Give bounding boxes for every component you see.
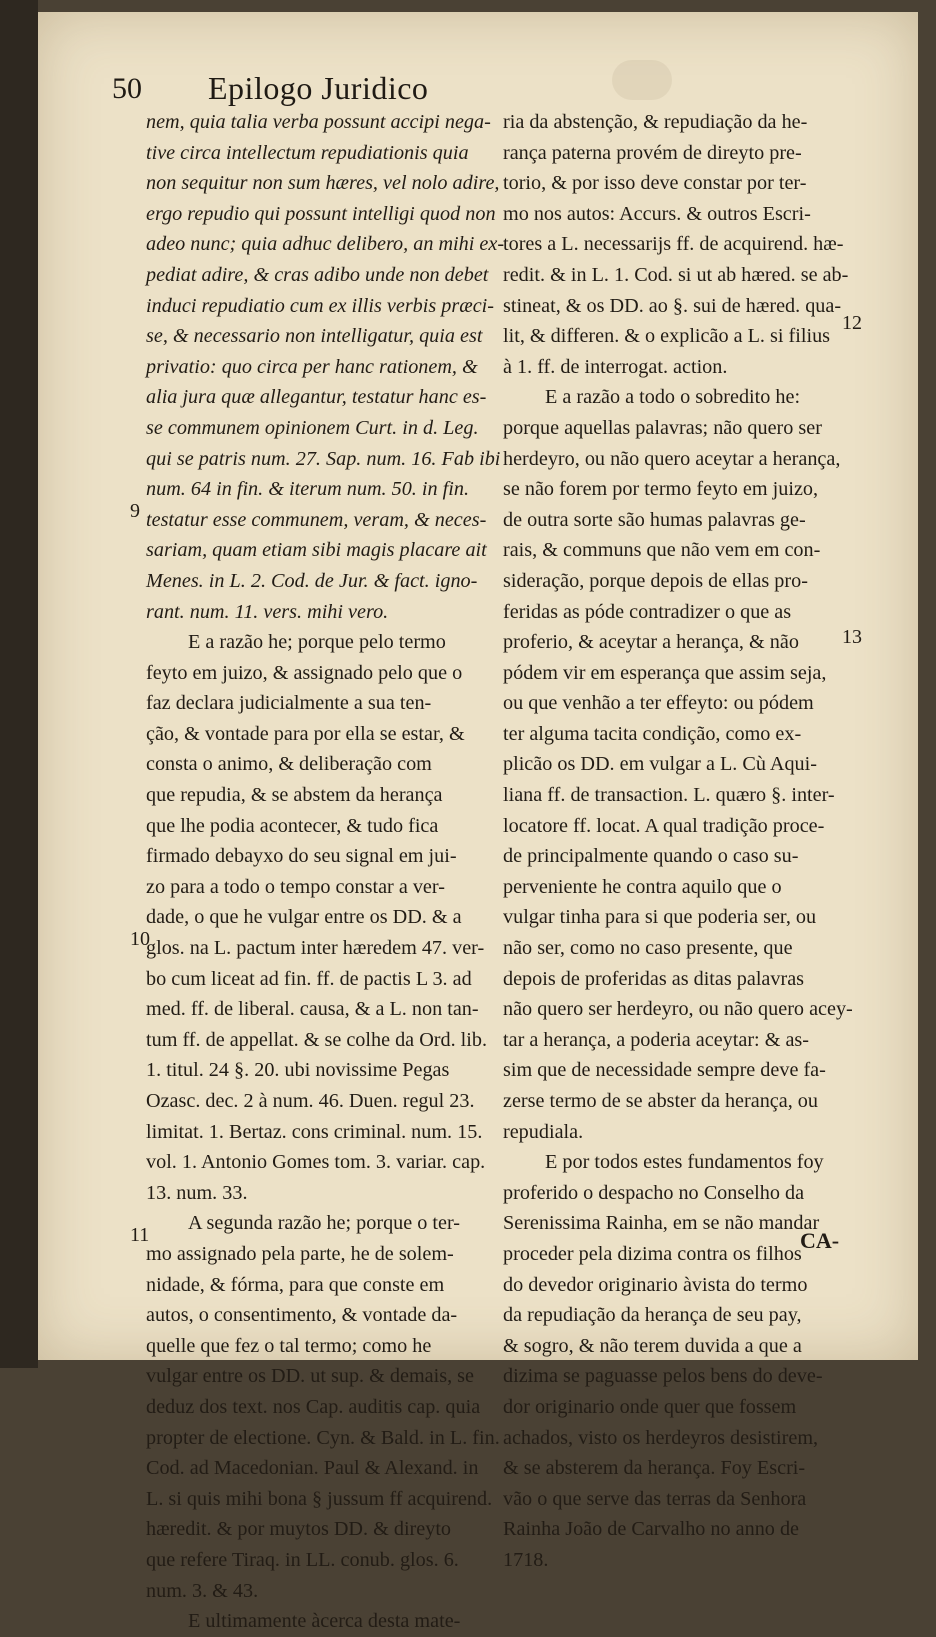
- text-line: Rainha João de Carvalho no anno de: [503, 1518, 800, 1541]
- text-line: à 1. ff. de interrogat. action.: [503, 355, 728, 378]
- text-line: num. 64 in fin. & iterum num. 50. in fin.: [146, 478, 469, 501]
- text-line: sim que de necessidade sempre deve fa-: [503, 1059, 826, 1082]
- text-line: faz declara judicialmente a sua ten-: [146, 692, 432, 715]
- text-line: Cod. ad Macedonian. Paul & Alexand. in: [146, 1457, 479, 1480]
- text-line: autos, o consentimento, & vontade da-: [146, 1304, 458, 1327]
- text-line: 13. num. 33.: [146, 1181, 248, 1204]
- margin-number-9: 9: [130, 500, 140, 522]
- text-line: & sogro, & não terem duvida a que a: [503, 1334, 802, 1357]
- text-line: limitat. 1. Bertaz. cons criminal. num. 15.: [146, 1120, 483, 1143]
- text-line: ria da abstenção, & repudiação da he-: [503, 111, 808, 133]
- text-line: rais, & communs que não vem em con-: [503, 539, 821, 562]
- page-number: 50: [112, 72, 142, 105]
- text-line: dizima se paguasse pelos bens do deve-: [503, 1365, 823, 1388]
- text-line: ção, & vontade para por ella se estar, &: [146, 722, 465, 745]
- text-line: hæredit. & por muytos DD. & direyto: [146, 1518, 452, 1541]
- text-line: tum ff. de appellat. & se colhe da Ord. lib.: [146, 1028, 488, 1051]
- text-line: stineat, & os DD. ao §. sui de hæred. qua-: [503, 294, 842, 317]
- page-header: [112, 72, 612, 112]
- margin-number-11: 11: [130, 1224, 150, 1246]
- text-line: ou que venhão a ter effeyto: ou pódem: [503, 692, 814, 715]
- text-line: que lhe podia acontecer, & tudo fica: [146, 814, 439, 837]
- text-line: do devedor originario àvista do termo: [503, 1273, 808, 1296]
- text-line: de outra sorte são humas palavras ge-: [503, 508, 806, 531]
- left-column: [146, 107, 505, 1637]
- scan-background-edge: [0, 0, 38, 1368]
- text-line: & se absterem da herança. Foy Escri-: [503, 1457, 806, 1480]
- text-line: herdeyro, ou não quero aceytar a herança,: [503, 447, 841, 470]
- text-line: nidade, & fórma, para que conste em: [146, 1273, 445, 1296]
- text-line: E a razão a todo o sobredito he:: [545, 386, 801, 409]
- margin-number-12: 12: [842, 312, 862, 334]
- text-line: não ser, como no caso presente, que: [503, 937, 793, 960]
- text-line: tive circa intellectum repudiationis quia: [146, 141, 469, 164]
- text-line: se communem opinionem Curt. in d. Leg.: [146, 416, 479, 439]
- text-line: 1. titul. 24 §. 20. ubi novissime Pegas: [146, 1059, 450, 1082]
- text-line: pediat adire, & cras adibo unde non debet: [146, 263, 489, 286]
- text-line: rant. num. 11. vers. mihi vero.: [146, 600, 389, 623]
- text-line: induci repudiatio cum ex illis verbis præci-: [146, 294, 494, 317]
- text-line: feyto em juizo, & assignado pelo que o: [146, 661, 463, 684]
- text-line: tores a L. necessarijs ff. de acquirend. hæ-: [503, 233, 844, 256]
- text-line: glos. na L. pactum inter hæredem 47. ver-: [146, 937, 485, 960]
- text-line: bo cum liceat ad fin. ff. de pactis L 3. ad: [146, 967, 472, 990]
- text-line: sariam, quam etiam sibi magis placare ait: [146, 539, 487, 562]
- text-line: E por todos estes fundamentos foy: [545, 1151, 824, 1174]
- text-line: não quero ser herdeyro, ou não quero acey-: [503, 998, 853, 1021]
- text-line: adeo nunc; quia adhuc delibero, an mihi ex-: [146, 233, 505, 256]
- text-line: ter alguma tacita condição, como ex-: [503, 722, 802, 745]
- text-line: torio, & por isso deve constar por ter-: [503, 172, 807, 195]
- text-line: privatio: quo circa per hanc rationem, &: [146, 355, 478, 378]
- text-line: med. ff. de liberal. causa, & a L. non tan-: [146, 998, 479, 1021]
- text-line: proferido o despacho no Conselho da: [503, 1181, 805, 1204]
- text-line: E ultimamente àcerca desta mate-: [188, 1610, 461, 1633]
- text-line: plicão os DD. em vulgar a L. Cù Aqui-: [503, 753, 817, 776]
- text-line: mo nos autos: Accurs. & outros Escri-: [503, 202, 811, 225]
- running-title: Epilogo Juridico: [208, 70, 429, 106]
- margin-number-13: 13: [842, 626, 862, 648]
- text-line: achados, visto os herdeyros desistirem,: [503, 1426, 819, 1449]
- text-line: vulgar entre os DD. ut sup. & demais, se: [146, 1365, 474, 1388]
- text-line: repudiala.: [503, 1120, 584, 1143]
- catchword: CA-: [800, 1228, 840, 1253]
- text-line: ergo repudio qui possunt intelligi quod non: [146, 202, 496, 225]
- text-line: se, & necessario non intelligatur, quia est: [146, 325, 483, 348]
- text-line: proferio, & aceytar a herança, & não: [503, 631, 799, 654]
- margin-number-10: 10: [130, 928, 150, 950]
- text-line: A segunda razão he; porque o ter-: [188, 1212, 461, 1235]
- text-line: alia jura quæ allegantur, testatur hanc es-: [146, 386, 487, 409]
- text-line: non sequitur non sum hæres, vel nolo adire,: [146, 172, 500, 195]
- text-line: vol. 1. Antonio Gomes tom. 3. variar. cap.: [146, 1151, 486, 1174]
- text-line: que refere Tiraq. in LL. conub. glos. 6.: [146, 1548, 459, 1571]
- text-line: depois de proferidas as ditas palavras: [503, 967, 805, 990]
- text-line: dor originario onde quer que fossem: [503, 1395, 797, 1418]
- text-line: pódem vir em esperança que assim seja,: [503, 661, 827, 684]
- text-line: quelle que fez o tal termo; como he: [146, 1334, 432, 1357]
- text-line: dade, o que he vulgar entre os DD. & a: [146, 906, 462, 929]
- text-line: tar a herança, a poderia aceytar: & as-: [503, 1028, 809, 1051]
- text-line: liana ff. de transaction. L. quæro §. inter-: [503, 784, 835, 807]
- text-line: 1718.: [503, 1548, 549, 1571]
- text-line: sideração, porque depois de ellas pro-: [503, 569, 808, 592]
- text-line: feridas as póde contradizer o que as: [503, 600, 792, 623]
- text-line: qui se patris num. 27. Sap. num. 16. Fab ibi: [146, 447, 501, 470]
- text-line: lit, & differen. & o explicão a L. si filius: [503, 325, 831, 348]
- text-line: que repudia, & se abstem da herança: [146, 784, 443, 807]
- text-line: testatur esse communem, veram, & neces-: [146, 508, 487, 531]
- text-line: zerse termo de se abster da herança, ou: [503, 1090, 818, 1112]
- text-line: perveniente he contra aquilo que o: [503, 875, 782, 898]
- text-line: de principalmente quando o caso su-: [503, 845, 799, 868]
- text-line: da repudiação da herança de seu pay,: [503, 1304, 802, 1327]
- text-line: proceder pela dizima contra os filhos: [503, 1242, 802, 1265]
- ink-bleed: [612, 60, 672, 100]
- text-line: deduz dos text. nos Cap. auditis cap. quia: [146, 1395, 481, 1418]
- text-line: num. 3. & 43.: [146, 1579, 259, 1602]
- text-line: L. si quis mihi bona § jussum ff acquirend.: [146, 1487, 493, 1510]
- text-line: vulgar tinha para si que poderia ser, ou: [503, 906, 817, 929]
- text-line: Serenissima Rainha, em se não mandar: [503, 1212, 820, 1235]
- text-line: nem, quia talia verba possunt accipi nega-: [146, 111, 491, 133]
- text-line: rança paterna provém de direyto pre-: [503, 141, 802, 164]
- text-line: mo assignado pela parte, he de solem-: [146, 1242, 454, 1265]
- text-line: redit. & in L. 1. Cod. si ut ab hæred. se ab-: [503, 263, 849, 286]
- text-line: porque aquellas palavras; não quero ser: [503, 416, 822, 439]
- text-line: E a razão he; porque pelo termo: [188, 631, 446, 654]
- text-line: vão o que serve das terras da Senhora: [503, 1487, 807, 1510]
- text-line: Ozasc. dec. 2 à num. 46. Duen. regul 23.: [146, 1090, 475, 1112]
- text-line: se não forem por termo feyto em juizo,: [503, 478, 819, 501]
- text-line: consta o animo, & deliberação com: [146, 753, 432, 776]
- text-line: propter de electione. Cyn. & Bald. in L. fin.: [146, 1426, 500, 1449]
- text-line: firmado debayxo do seu signal em jui-: [146, 845, 457, 868]
- text-line: zo para a todo o tempo constar a ver-: [146, 875, 445, 898]
- text-line: Menes. in L. 2. Cod. de Jur. & fact. igno-: [146, 569, 478, 592]
- text-line: locatore ff. locat. A qual tradição proce-: [503, 814, 825, 837]
